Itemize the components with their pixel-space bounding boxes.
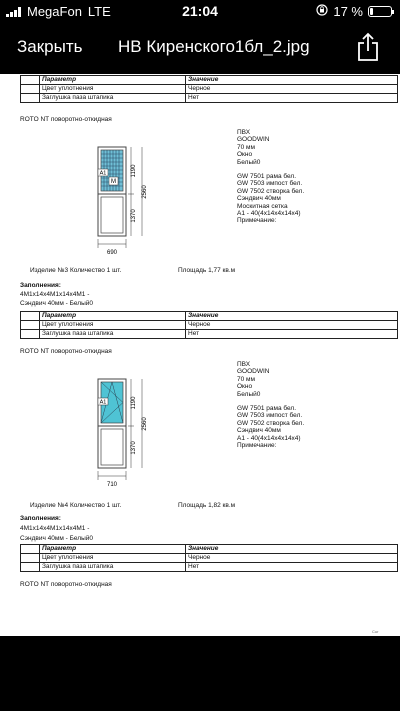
spec-line: GOODWIN: [237, 136, 270, 144]
spec-line: GW 7501 рама бел.: [237, 173, 297, 181]
dim-total: 2560: [142, 417, 148, 431]
spec-line: Окно: [237, 383, 253, 391]
window-type: ROTO NT поворотно-откидная: [20, 116, 112, 123]
spec-line: Сэндвич 40мм: [237, 195, 281, 203]
spec-line: Белый0: [237, 158, 261, 166]
table-cell: Черное: [186, 554, 398, 563]
spec-line: Белый0: [237, 390, 261, 398]
spec-line: GW 7501 рама бел.: [237, 405, 297, 413]
filling-line: 4М1х14х4М1х14х4М1 -: [20, 525, 90, 532]
filling-line: Сэндвич 40мм - Белый0: [20, 300, 93, 307]
window-drawing-4: [84, 376, 150, 494]
carrier-name: MegaFon: [27, 4, 82, 19]
table-cell: Черное: [186, 321, 398, 330]
dim-top: 1190: [131, 396, 137, 410]
spec-line: Сэндвич 40мм: [237, 427, 281, 435]
glass-label: A1: [99, 170, 107, 177]
spec-line: Москитная сетка: [237, 202, 288, 210]
table-cell: Нет: [186, 563, 398, 572]
spec-line: ПВХ: [237, 129, 251, 136]
spec-line: [237, 166, 304, 173]
item-caption: Изделие №3 Количество 1 шт.: [30, 267, 122, 274]
footer-mark: Cur: [372, 629, 379, 634]
item-caption: Изделие №4 Количество 1 шт.: [30, 502, 122, 509]
spec-line: [237, 398, 304, 405]
file-title: НВ Киренского1бл_2.jpg: [118, 37, 310, 56]
spec-line: 70 мм: [237, 375, 255, 383]
filling-line: Сэндвич 40мм - Белый0: [20, 535, 93, 542]
close-button[interactable]: Закрыть: [17, 37, 83, 56]
orientation-lock-icon: [316, 4, 328, 19]
table-header: Значение: [186, 76, 398, 85]
clock: 21:04: [182, 3, 218, 19]
dim-bottom: 1370: [131, 209, 137, 223]
filling-line: 4М1х14х4М1х14х4М1 -: [20, 291, 90, 298]
battery-icon: [368, 6, 392, 17]
spec-line: ПВХ: [237, 361, 251, 368]
window-type: ROTO NT поворотно-откидная: [20, 581, 112, 588]
spec-line: GW 7502 створка бел.: [237, 419, 305, 427]
dim-width: 690: [106, 250, 118, 256]
filling-title: Заполнения:: [20, 282, 61, 289]
table-header: Параметр: [40, 312, 186, 321]
bottom-area: [0, 636, 400, 711]
battery-percent: 17 %: [333, 4, 363, 19]
table-cell: Черное: [186, 85, 398, 94]
param-table: [20, 311, 398, 339]
table-cell: Цвет уплотнения: [40, 85, 186, 94]
document-page: [0, 74, 400, 636]
dim-width: 710: [106, 482, 118, 488]
table-cell: Заглушка паза штапика: [40, 563, 186, 572]
spec-line: GW 7503 импост бел.: [237, 412, 303, 420]
table-header: Значение: [186, 312, 398, 321]
item-area: Площадь 1,82 кв.м: [178, 502, 236, 509]
spec-line: А1 - 40(4х14х4х14х4): [237, 434, 301, 442]
spec-line: GW 7502 створка бел.: [237, 187, 305, 195]
table-cell: Цвет уплотнения: [40, 321, 186, 330]
spec-line: Окно: [237, 151, 253, 159]
glass-label: A1: [99, 399, 107, 406]
param-table: [20, 75, 398, 103]
spec-line: GOODWIN: [237, 368, 270, 376]
window-drawing-3: [84, 144, 150, 262]
window-type: ROTO NT поворотно-откидная: [20, 348, 112, 355]
filling-title: Заполнения:: [20, 515, 61, 522]
table-cell: Нет: [186, 94, 398, 103]
table-header: Параметр: [40, 545, 186, 554]
spec-line: Примечание:: [237, 442, 277, 450]
mosquito-net-label: M: [111, 179, 116, 185]
spec-block-4: [237, 361, 304, 449]
param-table: [20, 544, 398, 572]
table-cell: Нет: [186, 330, 398, 339]
spec-block-3: [237, 129, 304, 225]
spec-line: Примечание:: [237, 217, 277, 225]
spec-line: GW 7503 импост бел.: [237, 180, 303, 188]
dim-total: 2560: [142, 185, 148, 199]
status-bar: [0, 0, 400, 24]
spec-line: А1 - 40(4х14х4х14х4): [237, 210, 301, 218]
viewer-toolbar: [0, 24, 400, 74]
spec-line: 70 мм: [237, 143, 255, 151]
table-cell: Цвет уплотнения: [40, 554, 186, 563]
dim-bottom: 1370: [131, 441, 137, 455]
table-cell: Заглушка паза штапика: [40, 94, 186, 103]
share-icon[interactable]: [356, 32, 380, 62]
table-header: Параметр: [40, 76, 186, 85]
battery-level: [370, 8, 373, 15]
table-cell: Заглушка паза штапика: [40, 330, 186, 339]
item-area: Площадь 1,77 кв.м: [178, 267, 236, 274]
dim-top: 1190: [131, 164, 137, 178]
table-header: Значение: [186, 545, 398, 554]
network-type: LTE: [87, 4, 111, 19]
